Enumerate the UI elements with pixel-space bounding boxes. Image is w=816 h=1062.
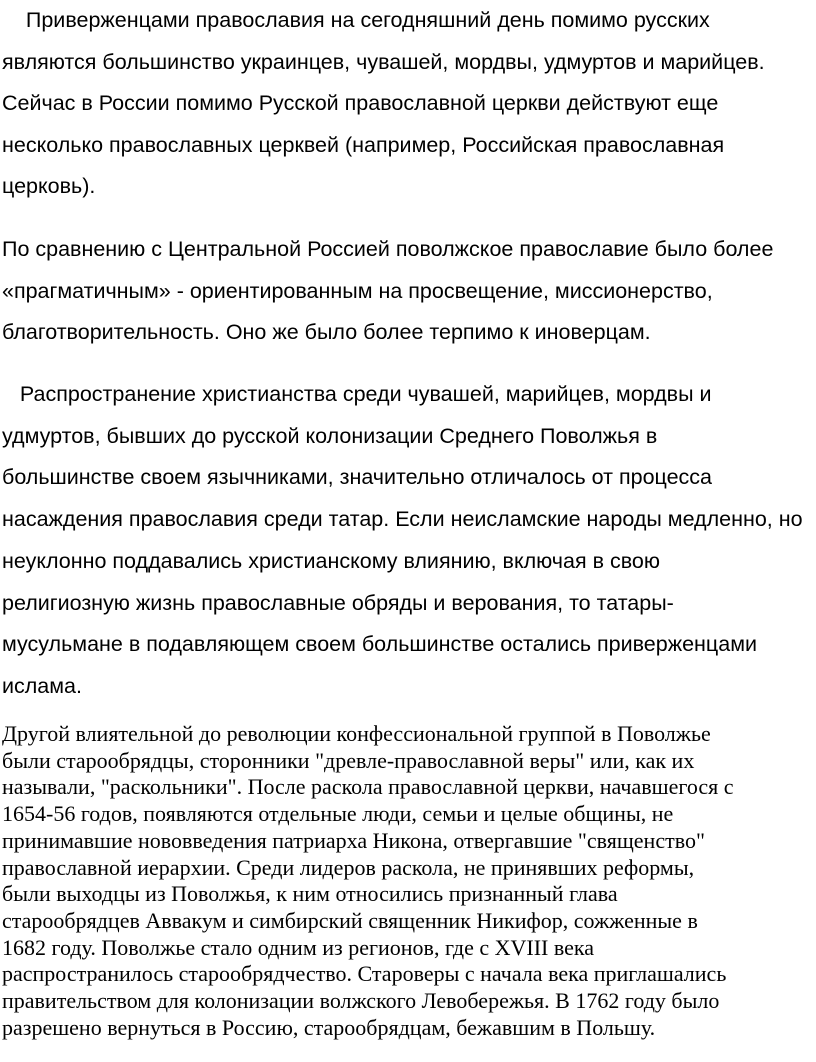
- paragraph-christianity-spread: [2, 374, 814, 708]
- text-line: называли, "раскольники". После раскола православной церкви, начавшегося с: [2, 774, 734, 800]
- text-line: несколько православных церквей (например, Российская православная: [2, 132, 725, 157]
- text-line: религиозную жизнь православные обряды и верования, то татары-: [2, 590, 674, 615]
- text-line: «прагматичным» - ориентированным на просвещение, миссионерство,: [2, 278, 713, 303]
- text-line: Распространение христианства среди чувашей, марийцев, мордвы и: [2, 382, 712, 406]
- paragraph-orthodox-adherents: [2, 0, 814, 208]
- text-line: были старообрядцы, сторонники "древле-православной веры" или, как их: [2, 747, 695, 773]
- text-line: принимавшие нововведения патриарха Никона, отвергавшие "священство": [2, 827, 705, 853]
- text-line: распространилось старообрядчество. Староверы с начала века приглашались: [2, 961, 727, 987]
- text-line: насаждения православия среди татар. Если неисламские народы медленно, но: [2, 507, 803, 532]
- text-line: 1654-56 годов, появляются отдельные люди, семьи и целые общины, не: [2, 801, 674, 827]
- text-line: мусульмане в подавляющем своем большинстве остались приверженцами: [2, 632, 757, 657]
- text-line: церковь).: [2, 174, 96, 199]
- text-line: благотворительность. Оно же было более терпимо к иноверцам.: [2, 320, 651, 344]
- text-line: Другой влиятельной до революции конфессиональной группой в Поволжье: [2, 721, 711, 746]
- text-line: ислама.: [2, 673, 82, 698]
- text-line: По сравнению с Центральной Россией поволжское православие было более: [2, 237, 774, 261]
- text-line: Приверженцами православия на сегодняшний день помимо русских: [2, 8, 710, 32]
- text-line: удмуртов, бывших до русской колонизации Среднего Поволжья в: [2, 423, 658, 448]
- text-line: Сейчас в России помимо Русской православной церкви действуют еще: [2, 91, 719, 116]
- text-line: были выходцы из Поволжья, к ним относились признанный глава: [2, 881, 618, 907]
- paragraph-old-believers: [2, 721, 814, 1041]
- text-line: 1682 году. Поволжье стало одним из регионов, где с XVIII века: [2, 934, 594, 960]
- text-line: являются большинство украинцев, чувашей, мордвы, удмуртов и марийцев.: [2, 49, 765, 74]
- text-line: православной иерархии. Среди лидеров раскола, не принявших реформы,: [2, 854, 695, 880]
- text-line: неуклонно поддавались христианскому влиянию, включая в свою: [2, 548, 660, 573]
- text-line: старообрядцев Аввакум и симбирский священник Никифор, сожженные в: [2, 907, 698, 933]
- text-line: большинстве своем язычниками, значительно отличалось от процесса: [2, 465, 713, 490]
- text-line: правительством для колонизации волжского Левобережья. В 1762 году было: [2, 988, 720, 1014]
- paragraph-volga-orthodoxy: [2, 229, 814, 354]
- text-line: разрешено вернуться в Россию, старообрядцам, бежавшим в Польшу.: [2, 1014, 656, 1040]
